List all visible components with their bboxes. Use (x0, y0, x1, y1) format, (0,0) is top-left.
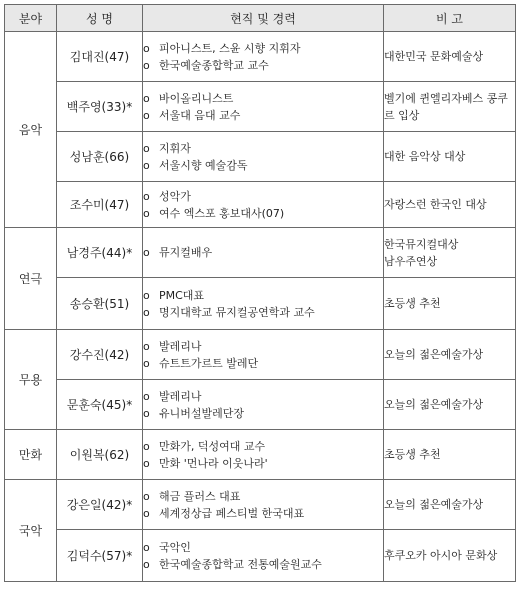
bullet-icon: o (143, 439, 150, 453)
position-text: 피아니스트, 스윤 시향 지휘자 (159, 41, 301, 55)
header-row (5, 5, 516, 32)
table-row (5, 32, 516, 82)
table-row (5, 228, 516, 278)
bullet-icon: o (143, 91, 150, 105)
note-cell (384, 380, 516, 430)
position-line (143, 455, 383, 472)
position-text: 여수 엑스포 홍보대사(07) (159, 206, 285, 220)
table-row (5, 182, 516, 228)
position-cell (143, 32, 384, 82)
note-text: 남우주연상 (384, 254, 438, 268)
bullet-icon: o (143, 206, 150, 220)
note-cell (384, 132, 516, 182)
position-text: 서울시향 예술감독 (159, 158, 248, 172)
note-text: 후쿠오카 아시아 문화상 (384, 549, 498, 562)
header-position: 현직 및 경력 (143, 5, 384, 32)
name-cell: 문훈숙(45)* (57, 380, 143, 430)
note-text: 자랑스런 한국인 대상 (384, 198, 487, 211)
bullet-icon: o (143, 339, 150, 353)
position-text: 한국예술종합학교 전통예술원교수 (159, 557, 322, 571)
position-cell (143, 182, 384, 228)
bullet-icon: o (143, 141, 150, 155)
position-line (143, 40, 383, 57)
note-text: 르 입상 (384, 108, 420, 122)
position-cell (143, 530, 384, 582)
position-line (143, 388, 383, 405)
bullet-icon: o (143, 557, 150, 571)
position-text: 슈트트가르트 발레단 (159, 356, 259, 370)
bullet-icon: o (143, 246, 150, 259)
position-line (143, 505, 383, 522)
position-text: PMC대표 (159, 288, 205, 302)
position-line (143, 57, 383, 74)
position-text: 뮤지컬배우 (159, 246, 213, 259)
name-cell: 송승환(51) (57, 278, 143, 330)
note-cell (384, 430, 516, 480)
position-cell (143, 82, 384, 132)
position-line (143, 287, 383, 304)
note-cell (384, 82, 516, 132)
note-cell (384, 330, 516, 380)
position-line (143, 488, 383, 505)
position-line (143, 205, 383, 222)
position-cell (143, 430, 384, 480)
position-text: 명지대학교 뮤지컬공연학과 교수 (159, 305, 315, 319)
name-cell: 백주영(33)* (57, 82, 143, 132)
table-row (5, 278, 516, 330)
bullet-icon: o (143, 108, 150, 122)
note-text: 대한민국 문화예술상 (384, 50, 484, 63)
bullet-icon: o (143, 305, 150, 319)
table-row (5, 132, 516, 182)
bullet-icon: o (143, 41, 150, 55)
position-text: 성악가 (159, 189, 191, 203)
table-row (5, 430, 516, 480)
bullet-icon: o (143, 489, 150, 503)
note-text: 오늘의 젊은예술가상 (384, 398, 484, 411)
field-cell: 무용 (5, 330, 57, 430)
position-line (143, 355, 383, 372)
position-line (143, 438, 383, 455)
roster-table (4, 4, 516, 582)
bullet-icon: o (143, 406, 150, 420)
position-line (143, 157, 383, 174)
bullet-icon: o (143, 158, 150, 172)
table-row (5, 82, 516, 132)
position-line (143, 140, 383, 157)
position-line (143, 556, 383, 573)
table-row (5, 330, 516, 380)
position-line (143, 188, 383, 205)
note-text: 벨기에 퀸엘리자베스 콩쿠 (384, 91, 508, 105)
position-text: 유니버설발레단장 (159, 406, 245, 420)
position-text: 바이올리니스트 (159, 91, 234, 105)
field-cell: 음악 (5, 32, 57, 228)
position-cell (143, 228, 384, 278)
position-text: 해금 플러스 대표 (159, 489, 241, 503)
note-text: 오늘의 젊은예술가상 (384, 348, 484, 361)
bullet-icon: o (143, 389, 150, 403)
position-text: 만화가, 덕성여대 교수 (159, 439, 266, 453)
name-cell: 이원복(62) (57, 430, 143, 480)
note-text: 오늘의 젊은예술가상 (384, 498, 484, 511)
position-cell (143, 132, 384, 182)
bullet-icon: o (143, 356, 150, 370)
name-cell: 조수미(47) (57, 182, 143, 228)
header-name: 성 명 (57, 5, 143, 32)
note-cell (384, 182, 516, 228)
position-text: 서울대 음대 교수 (159, 108, 241, 122)
bullet-icon: o (143, 540, 150, 554)
note-text: 한국뮤지컬대상 (384, 237, 459, 251)
position-line (143, 304, 383, 321)
position-line (143, 107, 383, 124)
header-field: 분야 (5, 5, 57, 32)
table-row (5, 380, 516, 430)
position-line (143, 539, 383, 556)
field-cell: 국악 (5, 480, 57, 582)
position-line (143, 244, 383, 261)
name-cell: 강은일(42)* (57, 480, 143, 530)
position-cell (143, 330, 384, 380)
roster-body (5, 32, 516, 582)
name-cell: 남경주(44)* (57, 228, 143, 278)
table-row (5, 480, 516, 530)
note-text: 대한 음악상 대상 (384, 150, 466, 163)
position-text: 만화 '먼나라 이웃나라' (159, 456, 268, 470)
note-cell (384, 278, 516, 330)
position-cell (143, 480, 384, 530)
position-cell (143, 278, 384, 330)
position-line (143, 338, 383, 355)
bullet-icon: o (143, 506, 150, 520)
name-cell: 성남훈(66) (57, 132, 143, 182)
position-text: 국악인 (159, 540, 191, 554)
note-cell (384, 480, 516, 530)
note-text: 초등생 추천 (384, 297, 441, 310)
field-cell: 만화 (5, 430, 57, 480)
header-note: 비 고 (384, 5, 516, 32)
position-line (143, 90, 383, 107)
note-cell (384, 530, 516, 582)
field-cell: 연극 (5, 228, 57, 330)
position-text: 발레리나 (159, 339, 202, 353)
bullet-icon: o (143, 189, 150, 203)
note-text: 초등생 추천 (384, 448, 441, 461)
note-cell (384, 32, 516, 82)
name-cell: 김덕수(57)* (57, 530, 143, 582)
position-line (143, 405, 383, 422)
name-cell: 김대진(47) (57, 32, 143, 82)
bullet-icon: o (143, 58, 150, 72)
note-cell (384, 228, 516, 278)
table-row (5, 530, 516, 582)
bullet-icon: o (143, 456, 150, 470)
position-text: 지휘자 (159, 141, 191, 155)
bullet-icon: o (143, 288, 150, 302)
position-text: 발레리나 (159, 389, 202, 403)
position-text: 한국예술종합학교 교수 (159, 58, 269, 72)
position-cell (143, 380, 384, 430)
position-text: 세계정상급 페스티벌 한국대표 (159, 506, 305, 520)
name-cell: 강수진(42) (57, 330, 143, 380)
